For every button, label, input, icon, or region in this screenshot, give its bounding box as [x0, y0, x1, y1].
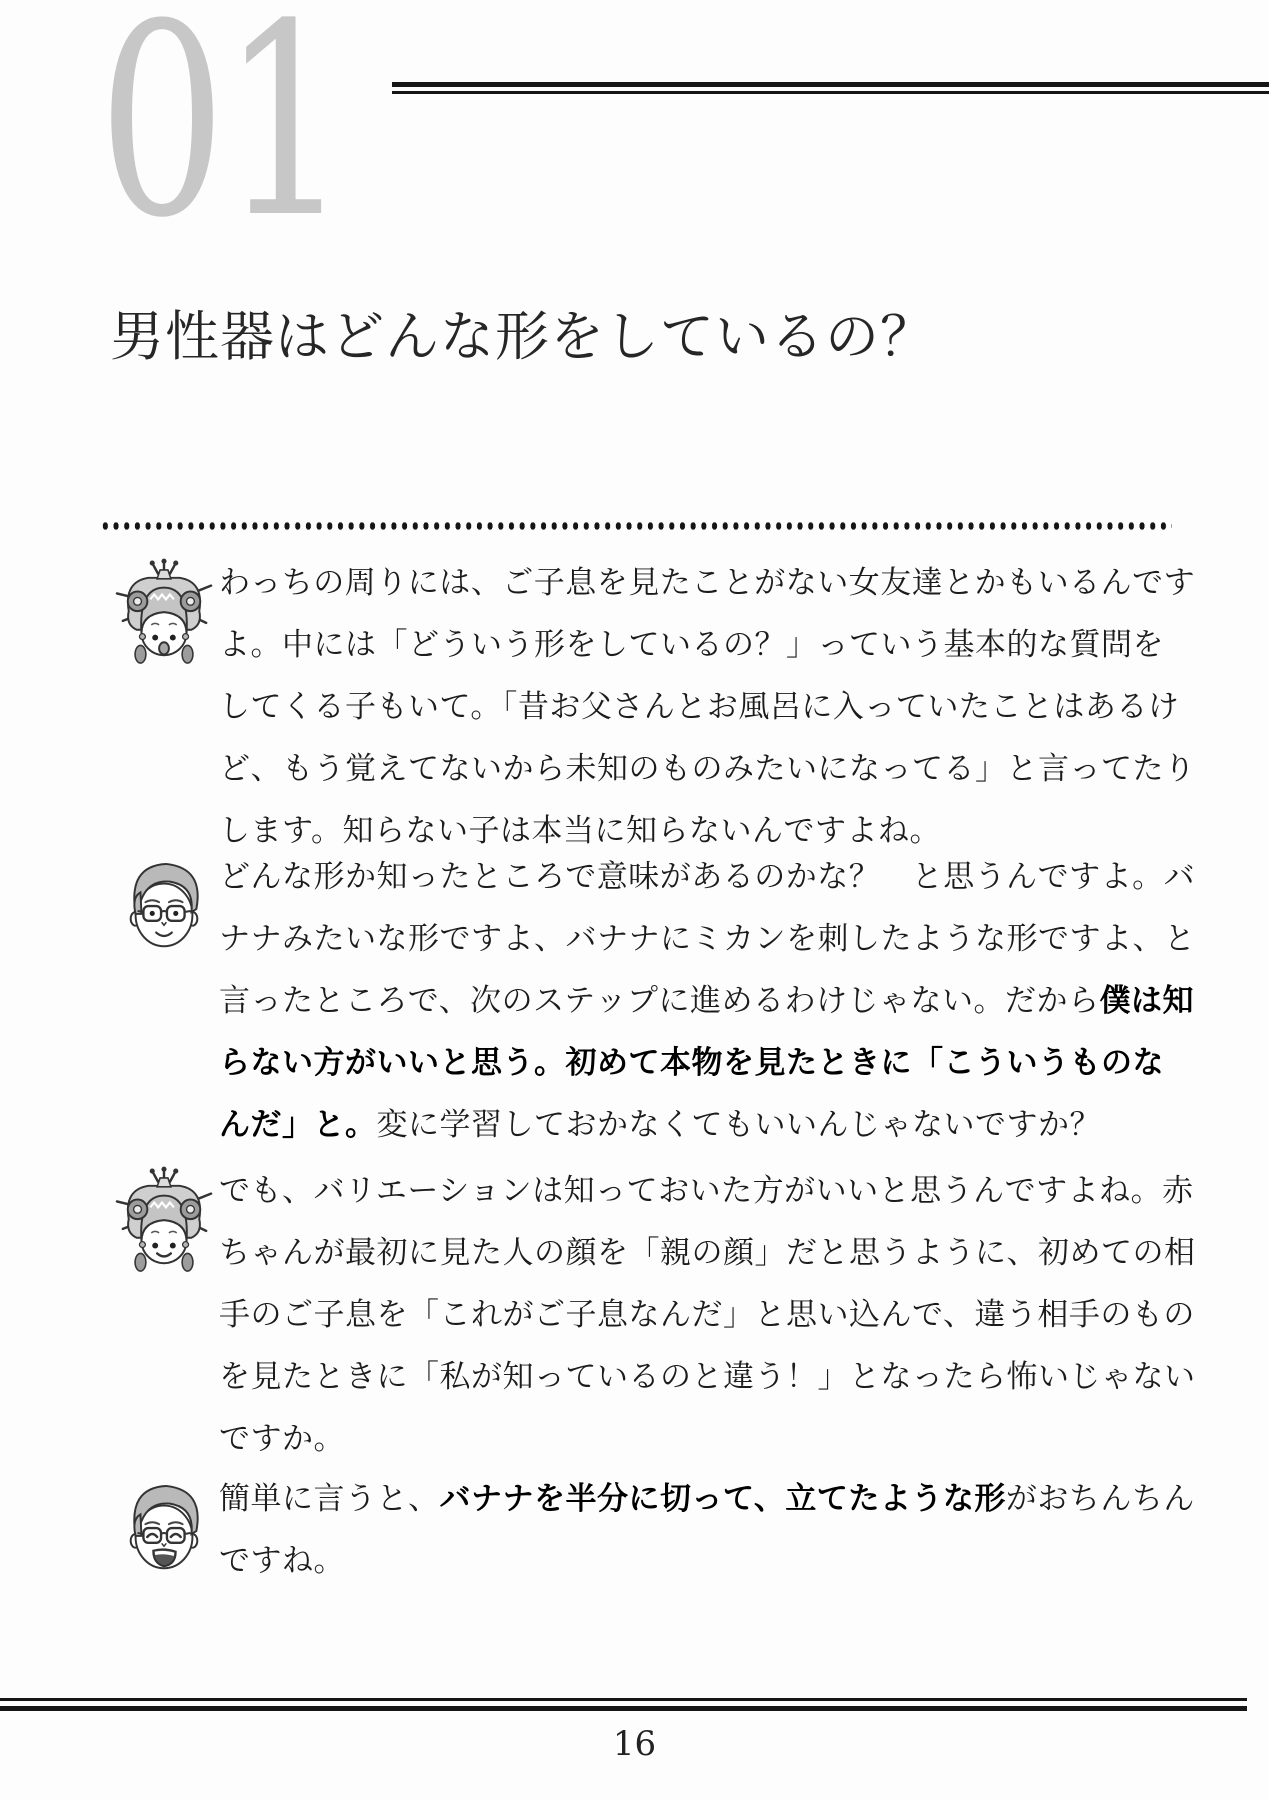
text-line [219, 1032, 1193, 1094]
speech-text [219, 552, 1196, 862]
speech-paragraph [115, 846, 1196, 1156]
body-text: ですか。 [219, 1421, 345, 1457]
text-line [219, 908, 1196, 970]
body-text: 手のご子息を「これがご子息なんだ」と思い込んで、違う相手のもの [219, 1297, 1195, 1333]
body-text: でも、バリエーションは知っておいた方がいいと思うんですよね。赤 [219, 1173, 1194, 1209]
text-line [219, 1284, 1193, 1346]
man-laughing-avatar-icon [115, 1474, 213, 1592]
text-line [219, 1408, 1193, 1470]
text-line [219, 1530, 1193, 1592]
body-text: します。知らない子は本当に知らないんですよね。 [219, 813, 942, 849]
page-number: 16 [612, 1724, 657, 1764]
text-line [219, 676, 1193, 738]
body-text: よ。中には「どういう形をしているの？」っていう基本的な質問を [219, 627, 1164, 663]
body-text: ですね。 [219, 1543, 345, 1579]
text-line [219, 738, 1196, 800]
emphasized-text: 僕は知 [1099, 983, 1194, 1019]
bottom-double-rule [0, 1698, 1247, 1711]
body-text: 変に学習しておかなくてもいいんじゃないですか？ [376, 1107, 1101, 1143]
body-text: ど、もう覚えてないから未知のものみたいになってる」と言ってたり [219, 751, 1196, 787]
body-text: 簡単に言うと、 [219, 1481, 440, 1517]
girl-smiling-avatar-icon [115, 1166, 213, 1284]
emphasized-text: バナナを半分に切って、立てたような形 [439, 1481, 1006, 1517]
body-text: 言ったところで、次のステップに進めるわけじゃない。だから [219, 983, 1100, 1019]
text-line [219, 1346, 1196, 1408]
body-text: どんな形か知ったところで意味があるのかな？ と思うんですよ。バ [219, 859, 1196, 895]
girl-talking-avatar-icon [115, 558, 213, 676]
body-text: してくる子もいて。「昔お父さんとお風呂に入っていたことはあるけ [219, 689, 1180, 725]
text-line [219, 614, 1193, 676]
page-title: 男性器はどんな形をしているの？ [110, 305, 935, 368]
text-line [219, 1468, 1193, 1530]
body-text: を見たときに「私が知っているのと違う！」となったら怖いじゃない [219, 1359, 1196, 1395]
speech-paragraph [115, 1160, 1196, 1470]
body-text: ナナみたいな形ですよ、バナナにミカンを刺したような形ですよ、と [219, 921, 1196, 957]
man-smiling-avatar-icon [115, 852, 213, 970]
speech-paragraph [115, 552, 1196, 862]
speech-text [219, 846, 1196, 1156]
emphasized-text: んだ」と。 [219, 1107, 377, 1143]
speech-text [219, 1468, 1193, 1592]
body-text: わっちの周りには、ご子息を見たことがない女友達とかもいるんです [219, 565, 1196, 601]
text-line [219, 1094, 1193, 1156]
chapter-number: 01 [98, 0, 346, 276]
body-text: がおちんちん [1005, 1481, 1195, 1517]
text-line [219, 846, 1196, 908]
body-text: ちゃんが最初に見た人の顔を「親の顔」だと思うように、初めての相 [219, 1235, 1196, 1271]
text-line [219, 970, 1193, 1032]
text-line [219, 1222, 1196, 1284]
speech-paragraph [115, 1468, 1193, 1592]
emphasized-text: らない方がいいと思う。初めて本物を見たときに「こういうものな [219, 1045, 1164, 1081]
text-line [219, 1160, 1193, 1222]
speech-text [219, 1160, 1196, 1470]
text-line [219, 552, 1196, 614]
